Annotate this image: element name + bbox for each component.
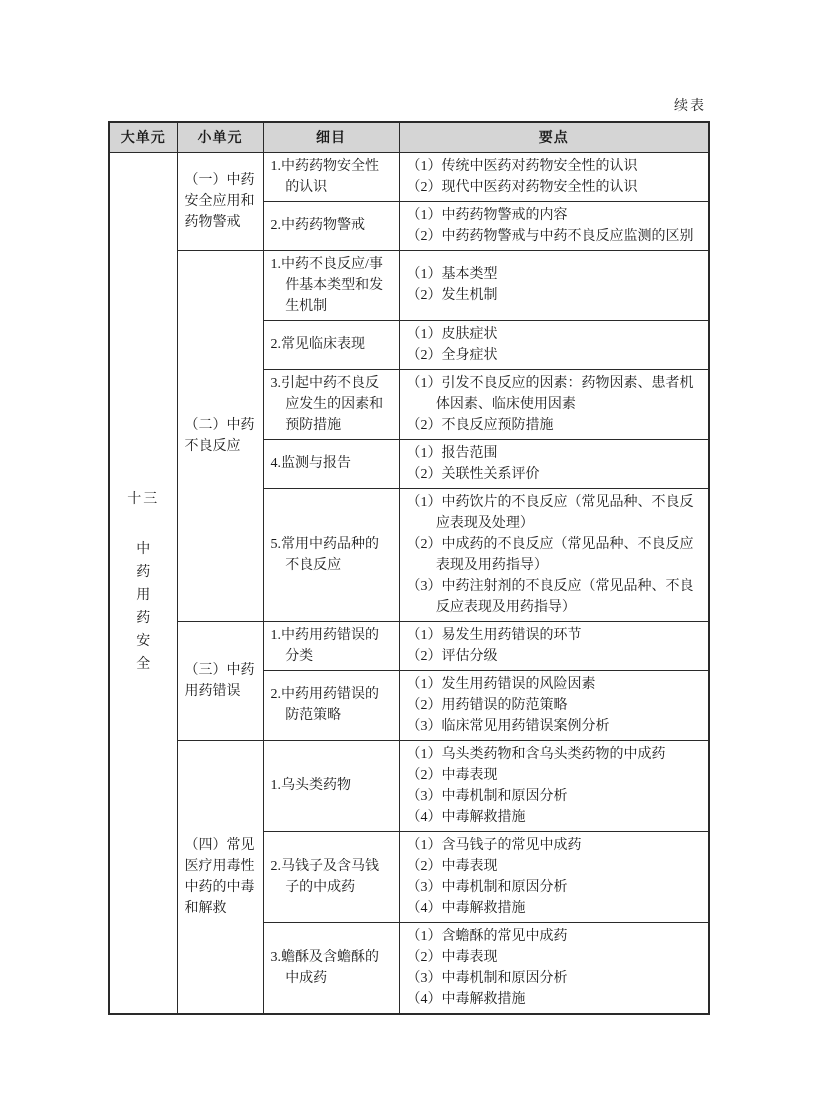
item-label: 3.引起中药不良反应发生的因素和预防措施	[270, 375, 384, 433]
point-line: （1）乌头类药物和含乌头类药物的中成药	[406, 746, 666, 762]
points-cell	[399, 439, 709, 488]
item-cell	[263, 201, 399, 250]
item-cell	[263, 250, 399, 320]
sub-unit-label: （二）中药不良反应	[184, 417, 255, 454]
points-cell	[399, 670, 709, 740]
sub-unit-cell	[177, 621, 263, 740]
item-cell	[263, 439, 399, 488]
point-line: （1）含蟾酥的常见中成药	[406, 928, 568, 944]
point-line: （2）用药错误的防范策略	[406, 697, 568, 713]
item-cell	[263, 621, 399, 670]
item-cell	[263, 831, 399, 922]
item-label: 4.监测与报告	[270, 456, 351, 471]
point-line: （2）关联性关系评价	[406, 466, 540, 482]
points-cell	[399, 320, 709, 369]
table-header	[109, 122, 709, 152]
point-line: （4）中毒解救措施	[406, 809, 526, 825]
point-line: （1）中药药物警戒的内容	[406, 207, 568, 223]
point-line: （3）中毒机制和原因分析	[406, 879, 568, 895]
point-line: （1）中药饮片的不良反应（常见品种、不良反应表现及处理）	[406, 494, 694, 531]
point-line: （2）中毒表现	[406, 949, 498, 965]
point-line: （2）评估分级	[406, 648, 498, 664]
item-cell	[263, 922, 399, 1014]
point-line: （2）不良反应预防措施	[406, 417, 554, 433]
point-line: （1）含马钱子的常见中成药	[406, 837, 582, 853]
point-line: （1）基本类型	[406, 267, 498, 282]
point-line: （1）易发生用药错误的环节	[406, 627, 582, 643]
item-label: 1.中药用药错误的分类	[270, 627, 379, 664]
points-cell	[399, 488, 709, 621]
table-row	[109, 740, 709, 831]
item-label: 2.常见临床表现	[270, 337, 365, 352]
item-label: 2.中药用药错误的防范策略	[270, 687, 379, 723]
point-line: （4）中毒解救措施	[406, 900, 526, 916]
sub-unit-label: （三）中药用药错误	[184, 662, 255, 699]
column-header: 小单元	[177, 122, 263, 152]
point-line: （1）发生用药错误的风险因素	[406, 676, 596, 692]
point-line: （3）中药注射剂的不良反应（常见品种、不良反应表现及用药指导）	[406, 578, 694, 615]
item-label: 1.中药药物安全性的认识	[270, 158, 379, 195]
continued-table-label: 续表	[674, 99, 706, 114]
major-unit-char: 药	[136, 611, 151, 626]
points-cell	[399, 201, 709, 250]
point-line: （2）中药药物警戒与中药不良反应监测的区别	[406, 228, 694, 244]
item-label: 1.中药不良反应/事件基本类型和发生机制	[270, 256, 384, 314]
header-row	[109, 122, 709, 152]
point-line: （2）全身症状	[406, 347, 498, 363]
point-line: （3）临床常见用药错误案例分析	[406, 718, 610, 734]
sub-unit-label: （一）中药安全应用和药物警戒	[184, 172, 255, 230]
item-cell	[263, 152, 399, 201]
sub-unit-cell	[177, 740, 263, 1014]
column-header: 大单元	[109, 122, 177, 152]
points-cell	[399, 922, 709, 1014]
table-row	[109, 621, 709, 670]
syllabus-table	[108, 121, 710, 1015]
major-unit-char: 药	[136, 565, 151, 580]
point-line: （3）中毒机制和原因分析	[406, 788, 568, 804]
point-line: （2）现代中医药对药物安全性的认识	[406, 179, 638, 195]
major-unit-number: 十三	[127, 492, 160, 507]
item-cell	[263, 320, 399, 369]
item-cell	[263, 369, 399, 439]
item-label: 5.常用中药品种的不良反应	[270, 536, 379, 573]
points-cell	[399, 152, 709, 201]
point-line: （3）中毒机制和原因分析	[406, 970, 568, 986]
sub-unit-label: （四）常见医疗用毒性中药的中毒和解救	[184, 837, 255, 916]
point-line: （2）中成药的不良反应（常见品种、不良反应表现及用药指导）	[406, 536, 694, 573]
table-block	[108, 98, 708, 1015]
points-cell	[399, 831, 709, 922]
point-line: （1）皮肤症状	[406, 326, 498, 342]
sub-unit-cell	[177, 152, 263, 250]
point-line: （2）中毒表现	[406, 767, 498, 783]
major-unit-cell	[109, 152, 177, 1014]
point-line: （1）传统中医药对药物安全性的认识	[406, 158, 638, 174]
column-header: 细目	[263, 122, 399, 152]
point-line: （2）中毒表现	[406, 858, 498, 874]
item-cell	[263, 488, 399, 621]
point-line: （2）发生机制	[406, 288, 498, 303]
major-unit-char: 全	[136, 657, 151, 672]
table-row	[109, 152, 709, 201]
point-line: （1）报告范围	[406, 445, 498, 461]
major-unit-char: 中	[136, 542, 151, 557]
item-label: 3.蟾酥及含蟾酥的中成药	[270, 949, 379, 986]
item-label: 1.乌头类药物	[270, 778, 351, 793]
points-cell	[399, 369, 709, 439]
item-label: 2.中药药物警戒	[270, 218, 365, 233]
major-unit-char: 安	[136, 634, 151, 649]
sub-unit-cell	[177, 250, 263, 621]
item-label: 2.马钱子及含马钱子的中成药	[270, 858, 379, 895]
point-line: （1）引发不良反应的因素：药物因素、患者机体因素、临床使用因素	[406, 375, 694, 412]
points-cell	[399, 621, 709, 670]
point-line: （4）中毒解救措施	[406, 991, 526, 1007]
column-header: 要点	[399, 122, 709, 152]
points-cell	[399, 250, 709, 320]
points-cell	[399, 740, 709, 831]
table-row	[109, 250, 709, 320]
table-body	[109, 152, 709, 1014]
item-cell	[263, 670, 399, 740]
item-cell	[263, 740, 399, 831]
major-unit-char: 用	[136, 588, 151, 603]
